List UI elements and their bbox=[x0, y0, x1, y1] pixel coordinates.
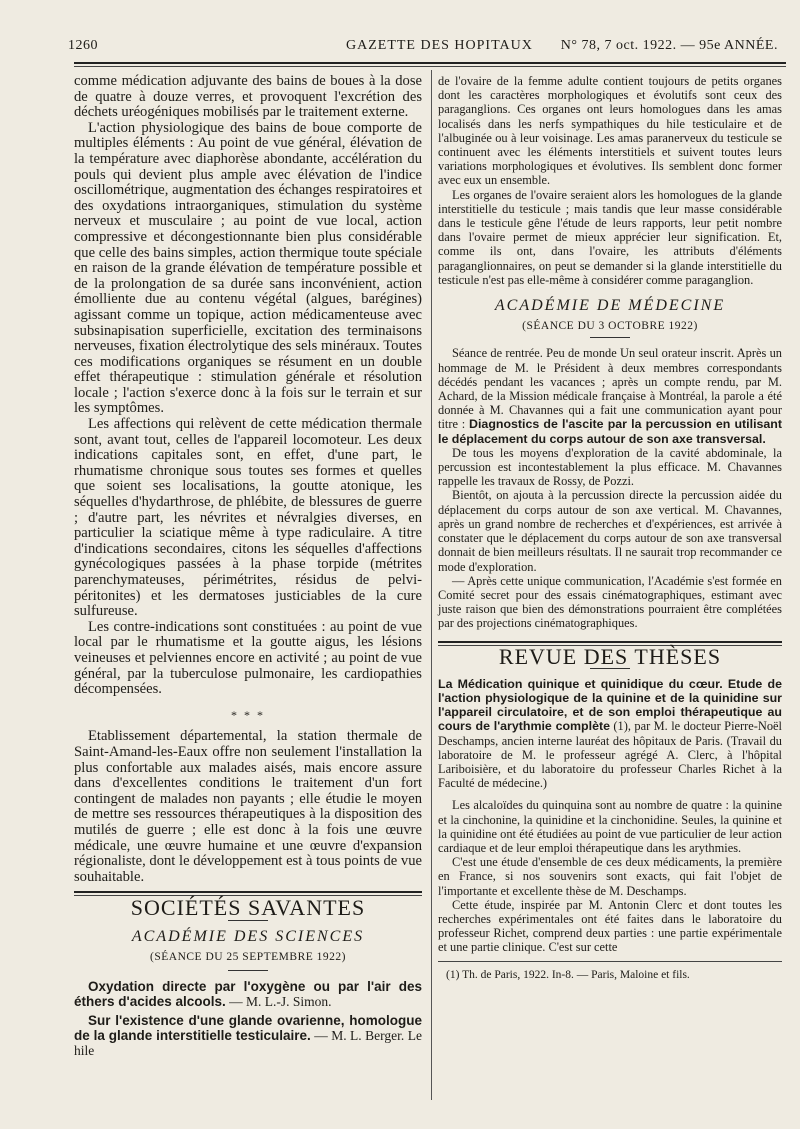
paragraph: L'action physiologique des bains de boue comporte de multiples éléments : Au point de vue général, élévation de la température avec diaphorèse abondante, accélération du pouls qui devient plus ample avec élévation de l'indice oscillométrique, augmentation des échanges respiratoires et des oxydations intraorganiques, stimulation du système nerveux et musculaire ; au point de vue local, action compressive et décongestionnante bien plus considérable que celle des bains simples, action thermique toute spéciale en raison de la grande élévation de température possible et de la prolongation de sa durée sans inconvénient, action émolliente due au contenu végétal (algues, barégines) agissant comme un topique, action médicamenteuse avec subsinapisation superficielle, excitation des terminaisons nerveuses, fixation électrolytique des sels minéraux. Toutes ces modifications organiques se résument en un double effet thérapeutique : stimulation générale et résolution locale ; l'action s'exerce donc à la fois sur le terrain et sur les symptômes. bbox=[74, 119, 422, 417]
academy-title: ACADÉMIE DES SCIENCES bbox=[131, 927, 365, 945]
thesis-details: (1), par M. le docteur Pierre-Noël Deschamps, ancien interne lauréat des hôpitaux de Paris. (Travail du laboratoire de M. le professeur agrégé A. Clerc, à l'hôpital Lariboisière, et du laboratoire du professeur Charles Richet à la Faculté de médecine.) bbox=[438, 719, 782, 791]
thesis-entry bbox=[438, 677, 782, 791]
communication-title: Oxydation directe par l'oxygène ou par l'air des éthers d'acides alcools. bbox=[74, 979, 422, 1010]
session-date: (SÉANCE DU 3 OCTOBRE 1922) bbox=[522, 320, 698, 333]
title-rule bbox=[228, 920, 268, 921]
communication-item bbox=[74, 979, 422, 1009]
right-column bbox=[438, 74, 782, 982]
title-rule bbox=[590, 337, 630, 338]
paragraph: Etablissement départemental, la station thermale de Saint-Amand-les-Eaux offre non seulement l'installation la plus confortable aux malades aisés, mais encore assure dans d'excellentes conditions le traitement d'un fort contingent de malades non payants ; elle étudie le moyen de mettre ses ressources thérapeutiques à la disposition des mutilés de guerre ; elle est donc à la fois une œuvre médicale, une œuvre humaine et une œuvre d'expansion régionaliste, dont le développement est à tous points de vue souhaitable. bbox=[74, 728, 422, 885]
paragraph: Les affections qui relèvent de cette médication thermale sont, avant tout, celles de l'appareil locomoteur. Les deux indications capitales sont, en effet, d'une part, le rhumatisme chronique sous toutes ses formes et quelles que soient ses localisations, la goutte atonique, les séquelles d'hydarthrose, de phlébite, de blessures de guerre ; d'autre part, les névrites et névralgies diverses, en particulier la sciatique même à type radiculaire. A titre d'indications secondaires, citons les séquelles d'affections gynécologiques passées à la phase torpide (métrites parenchymateuses, périmétrites, résidus de pelvi-péritonites) et les dermatoses justiciables de la cure sulfureuse. bbox=[74, 416, 422, 620]
paragraph: Les contre-indications sont constituées : au point de vue local par le rhumatisme et la goutte aigus, les lésions veineuses et pelviennes encore en activité ; au point de vue général, par la tuberculose pulmonaire, les cardiopathies décompensées. bbox=[74, 618, 422, 698]
communication-author: — M. L. Berger. bbox=[314, 1028, 405, 1044]
paragraph: Les alcaloïdes du quinquina sont au nombre de quatre : la quinine et la cinchonine, la quinidine et la cinchonidine. Seules, la quinine et la quinidine ont été étudiées au point de vue particulier de leur action cardiaque et de leur emploi thérapeutique dans les arythmies. bbox=[438, 798, 782, 855]
section-separator-stars: * * * bbox=[231, 707, 265, 722]
paragraph: Bientôt, on ajouta à la percussion directe la percussion aidée du déplacement du corps autour de son axe vertical. M. Chavannes, après un grand nombre de recherches et d'expériences, est arrivée à constater que le déplacement du corps autour de son axe transversal donnait de bien meilleurs résultats. Il ne saurait trop recommander ce mode d'exploration. bbox=[438, 488, 782, 574]
section-rule bbox=[438, 641, 782, 643]
section-title: SOCIÉTÉS SAVANTES bbox=[130, 895, 366, 921]
left-column bbox=[74, 74, 422, 1058]
page-number: 1260 bbox=[68, 38, 98, 53]
column-divider bbox=[431, 70, 432, 1100]
paragraph: de l'ovaire de la femme adulte contient toujours de petits organes dont les caractères morphologiques et évolutifs sont ceux des paraganglions. Ces organes ont leurs homologues dans les amas localisés dans les nerfs sympathiques du hile testiculaire et de l'albuginée ou à leur voisinage. Les amas paranerveux du testicule se continuent avec les éléments interstitiels et suivent toutes leurs variations morphologiques et évolutives. Ils semblent donc former avec eux un ensemble. bbox=[438, 74, 782, 188]
paragraph: De tous les moyens d'exploration de la cavité abdominale, la percussion est incontestablement la plus efficace. M. Chavannes rappelle les travaux de Rossy, de Pozzi. bbox=[438, 445, 782, 489]
footnote-rule bbox=[438, 961, 782, 962]
footnote: (1) Th. de Paris, 1922. In-8. — Paris, Maloine et fils. bbox=[446, 968, 690, 981]
paragraph bbox=[438, 346, 782, 445]
paragraph: C'est une étude d'ensemble de ces deux médicaments, la première en France, si nos souvenirs sont exacts, qui fait l'objet de l'importante et excellente thèse de M. Deschamps. bbox=[438, 855, 782, 898]
journal-title: GAZETTE DES HOPITAUX bbox=[346, 38, 533, 53]
running-header bbox=[64, 38, 784, 58]
paragraph: comme médication adjuvante des bains de boues à la dose de quatre à douze verres, et provoquent l'excrétion des déchets uréogéniques mobilisés par le traitement externe. bbox=[74, 73, 422, 121]
communication-title: Diagnostics de l'ascite par la percussion en utilisant le déplacement du corps autour de son axe transversal. bbox=[438, 417, 782, 446]
header-rule bbox=[74, 62, 786, 64]
issue-info: N° 78, 7 oct. 1922. — 95e ANNÉE. bbox=[560, 38, 778, 53]
session-date: (SÉANCE DU 25 SEPTEMBRE 1922) bbox=[150, 951, 346, 964]
paragraph: Les organes de l'ovaire seraient alors les homologues de la glande interstitielle du testicule ; mais tandis que leur masse considérable dans le testicule gêne l'étude de leurs rapports, leur petit nombre dans l'ovaire permet de mieux apprécier leur signification. Et, comme ils ont, dans l'ovaire, les attributs d'éléments paraganglionnaires, on peut se demander si la glande interstitielle du testicule n'est pas elle-même à considérer comme paraganglion. bbox=[438, 187, 782, 287]
section-rule bbox=[74, 891, 422, 893]
thesis-title: La Médication quinique et quinidique du cœur. Etude de l'action physiologique de la quinine et de la quinidine sur l'appareil circulatoire, et de son emploi thérapeutique au cours de l'arythmie complète bbox=[438, 676, 782, 734]
paragraph: — Après cette unique communication, l'Académie s'est formée en Comité secret pour des essais cinématographiques, estimant avec juste raison que bien des démonstrations pourraient être complétées par des projections cinématographiques. bbox=[438, 573, 782, 631]
academy-title: ACADÉMIE DE MÉDECINE bbox=[494, 297, 726, 315]
header-rule-thin bbox=[74, 66, 786, 67]
paragraph: Cette étude, inspirée par M. Antonin Clerc et dont toutes les recherches expérimentales ont été faites dans le laboratoire du professeur Richet, comprend deux parties : une partie expérimentale et une partie clinique. C'est sur cette bbox=[438, 897, 782, 955]
paragraph-text: Séance de rentrée. Peu de monde Un seul orateur inscrit. Après un hommage de M. le Président à deux membres correspondants décédés pendant les vacances ; après un compte rendu, par M. Achard, de la Mission médicale française à Montréal, la parole a été donnée à M. Chavannes qui a fait une communication ayant pour titre : bbox=[438, 346, 782, 432]
continued-text: Le hile bbox=[74, 1028, 422, 1059]
communication-author: — M. L.-J. Simon. bbox=[229, 994, 332, 1010]
section-title: REVUE DES THÈSES bbox=[498, 643, 722, 669]
title-rule bbox=[228, 970, 268, 971]
communication-item bbox=[74, 1013, 422, 1058]
left-column-body bbox=[74, 74, 422, 885]
communication-title: Sur l'existence d'une glande ovarienne, homologue de la glande interstitielle testiculaire. bbox=[74, 1013, 422, 1044]
